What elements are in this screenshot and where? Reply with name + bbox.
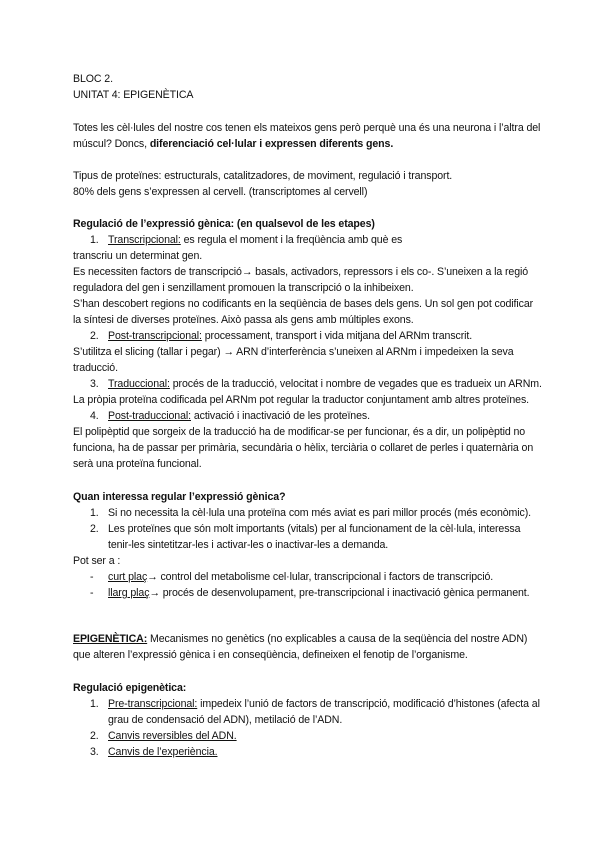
epigenetics-title: EPIGENÈTICA: bbox=[73, 633, 148, 645]
reversible-changes-label: Canvis reversibles del ADN. bbox=[108, 730, 237, 742]
intro-text: Totes les cèl·lules del nostre cos tenen els mateixos gens però perquè una és una neurona i l’altra del múscul? Doncs, bbox=[73, 122, 541, 150]
list-item: 2. Canvis reversibles del ADN. bbox=[90, 730, 237, 742]
paragraph: Es necessiten factors de transcripció→ basals, activadors, repressors i els co-. S’uneixen a la regió reguladora del gen i senzillament promouen la transcripció o la inhibeixen. bbox=[73, 266, 529, 294]
paragraph: S’utilitza el slicing (tallar i pegar) → ARN d’interferència s’uneixen al ARNm i impedeixen la seva traducció. bbox=[73, 346, 514, 374]
paragraph: transcriu un determinat gen. bbox=[73, 250, 203, 262]
list-item: 3. Traduccional: procés de la traducció, velocitat i nombre de vegades que es tradueix un ARNm. bbox=[90, 378, 542, 390]
list-item: 3. Canvis de l’experiència. bbox=[90, 746, 218, 758]
intro-paragraph bbox=[73, 120, 543, 152]
intro-bold-text: diferenciació cel·lular i expressen diferents gens. bbox=[149, 138, 394, 150]
list-item: 4. Post-traduccional: activació i inactivació de les proteïnes. bbox=[90, 410, 370, 422]
translational-label: Traduccional: bbox=[108, 378, 170, 390]
list-item: 2. Les proteïnes que són molt importants (vitals) per al funcionament de la cèl·lula, interessa tenir-les sintetitzar-les i activar-les o inactivar-les a demanda. bbox=[90, 523, 521, 551]
paragraph: S’han descobert regions no codificants en la seqüència de bases dels gens. Un sol gen pot codificar la síntesi de diverses proteïnes. Això passa als gens amb múltiples exons. bbox=[73, 298, 534, 326]
list-item: - llarg plaç→ procés de desenvolupament, pre-transcripcional i inactivació gènica permanent. bbox=[90, 587, 530, 599]
paragraph: La pròpia proteïna codificada pel ARNm pot regular la traductor conjuntament amb altres proteïnes. bbox=[73, 394, 529, 406]
long-term-label: llarg plaç bbox=[108, 587, 150, 599]
list-item: 1. Si no necessita la cèl·lula una proteïna com més aviat es pari millor procés (més econòmic). bbox=[90, 507, 531, 519]
post-translational-label: Post-traduccional: bbox=[108, 410, 191, 422]
document-page bbox=[73, 71, 543, 760]
experience-changes-label: Canvis de l’experiència. bbox=[108, 746, 218, 758]
list-item: 1. Pre-transcripcional: impedeix l’unió de factors de transcripció, modificació d’histones (afecta al grau de condensació del ADN), metilació de l’ADN. bbox=[90, 698, 540, 726]
paragraph: Pot ser a : bbox=[73, 555, 121, 567]
short-term-label: curt plaç bbox=[108, 571, 148, 583]
transcriptional-label: Transcripcional: bbox=[108, 234, 181, 246]
list-item: 2. Post-transcripcional: processament, transport i vida mitjana del ARNm transcrit. bbox=[90, 330, 473, 342]
pre-transcriptional-label: Pre-transcripcional: bbox=[108, 698, 198, 710]
protein-types-line: Tipus de proteïnes: estructurals, catalitzadores, de moviment, regulació i transport. bbox=[73, 170, 453, 182]
genes-brain-line: 80% dels gens s’expressen al cervell. (transcriptomes al cervell) bbox=[73, 186, 368, 198]
list-item: 1. Transcripcional: es regula el moment i la freqüència amb què es bbox=[90, 234, 403, 246]
unit-heading: UNITAT 4: EPIGENÈTICA bbox=[73, 89, 194, 101]
regulation-section-title: Regulació de l’expressió gènica: (en qualsevol de les etapes) bbox=[73, 218, 375, 230]
bloc-heading: BLOC 2. bbox=[73, 73, 113, 85]
list-item: - curt plaç→ control del metabolisme cel·lular, transcripcional i factors de transcripció. bbox=[90, 571, 494, 583]
paragraph: El polipèptid que sorgeix de la traducció ha de modificar-se per funcionar, és a dir, un polipèptid no funciona, ha de passar per primària, secundària o hèlix, terciària o collaret de perles i quaternària on serà una proteïna funcional. bbox=[73, 426, 534, 470]
epigenetic-regulation-title: Regulació epigenètica: bbox=[73, 682, 187, 694]
post-transcriptional-label: Post-transcripcional: bbox=[108, 330, 202, 342]
epigenetics-definition: EPIGENÈTICA: Mecanismes no genètics (no explicables a causa de la seqüència del nostre ADN) que alteren l’expressió gènica i en conseqüència, defineixen el fenotip de l’organisme. bbox=[73, 633, 528, 661]
when-section-title: Quan interessa regular l’expressió gènica? bbox=[73, 491, 286, 503]
